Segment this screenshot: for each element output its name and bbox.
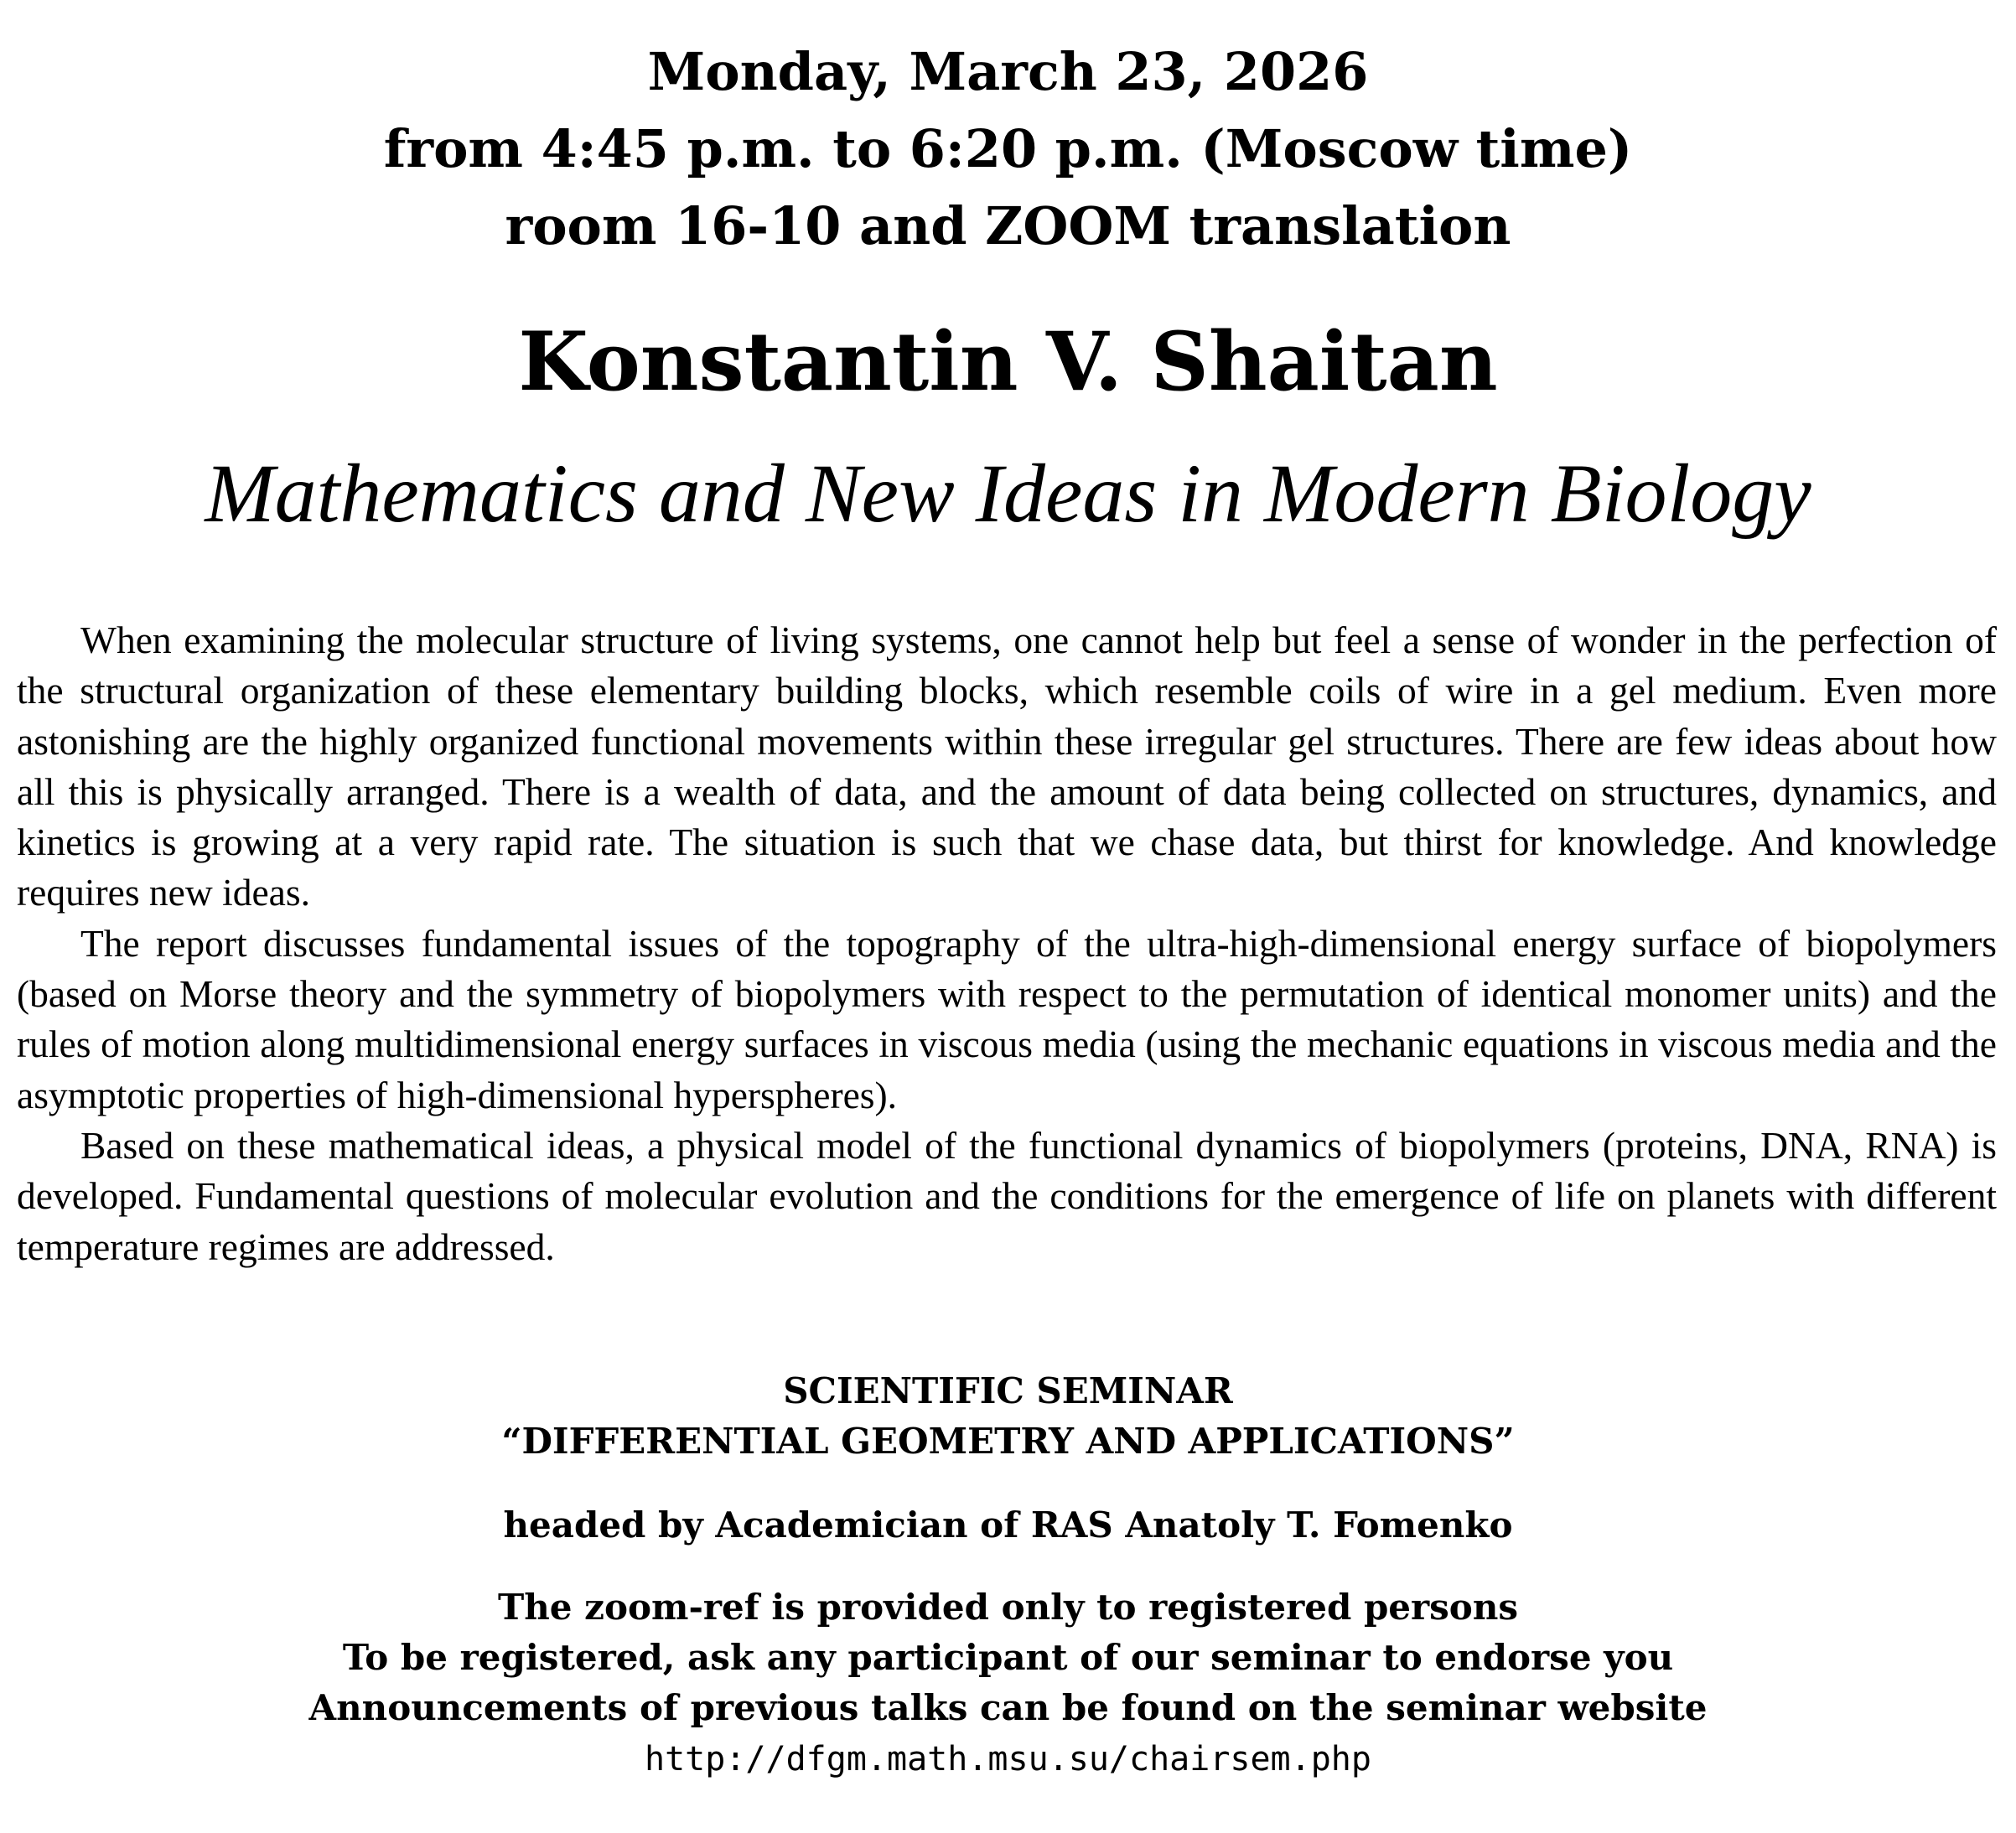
seminar-footer (0, 1366, 2016, 1785)
abstract-paragraph: Based on these mathematical ideas, a physical model of the functional dynamics of biopolymers (proteins, DNA, RNA) is developed. Fundamental questions of molecular evolution and the conditions for the emergence of life on planets with different temperature regimes are addressed. (17, 1123, 1997, 1268)
abstract-paragraph: The report discusses fundamental issues of the topography of the ultra-high-dimensional energy surface of biopolymers (based on Morse theory and the symmetry of biopolymers with respect to the permutation of identical monomer units) and the rules of motion along multidimensional energy surfaces in viscous media (using the mechanic equations in viscous media and the asymptotic properties of high-dimensional hyperspheres). (17, 921, 1997, 1116)
seminar-name: “DIFFERENTIAL GEOMETRY AND APPLICATIONS” (501, 1421, 1515, 1462)
event-location: room 16-10 and ZOOM translation (505, 195, 1511, 256)
event-header (0, 34, 2016, 265)
seminar-label: SCIENTIFIC SEMINAR (783, 1370, 1233, 1411)
abstract-paragraph: When examining the molecular structure of living systems, one cannot help but feel a sense of wonder in the perfection of the structural organization of these elementary building blocks, which resemble coils of wire in a gel medium. Even more astonishing are the highly organized functional movements within these irregular gel structures. There are few ideas about how all this is physically arranged. There is a wealth of data, and the amount of data being collected on structures, dynamics, and kinetics is growing at a very rapid rate. The situation is such that we chase data, but thirst for knowledge. And knowledge requires new ideas. (17, 619, 1997, 914)
announcements-note: Announcements of previous talks can be found on the seminar website (308, 1687, 1708, 1728)
abstract (17, 615, 1997, 1272)
registration-note: To be registered, ask any participant of our seminar to endorse you (342, 1637, 1674, 1678)
event-date: Monday, March 23, 2026 (647, 41, 1369, 102)
seminar-head: headed by Academician of RAS Anatoly T. Fomenko (503, 1504, 1513, 1546)
speaker-name: Konstantin V. Shaitan (518, 314, 1498, 409)
registration-notes (0, 1582, 2016, 1785)
zoom-note: The zoom-ref is provided only to registered persons (498, 1587, 1518, 1628)
seminar-website-link[interactable]: http://dfgm.math.msu.su/chairsem.php (645, 1740, 1371, 1779)
talk-title: Mathematics and New Ideas in Modern Biology (205, 447, 1811, 540)
event-time: from 4:45 p.m. to 6:20 p.m. (Moscow time) (383, 118, 1633, 179)
